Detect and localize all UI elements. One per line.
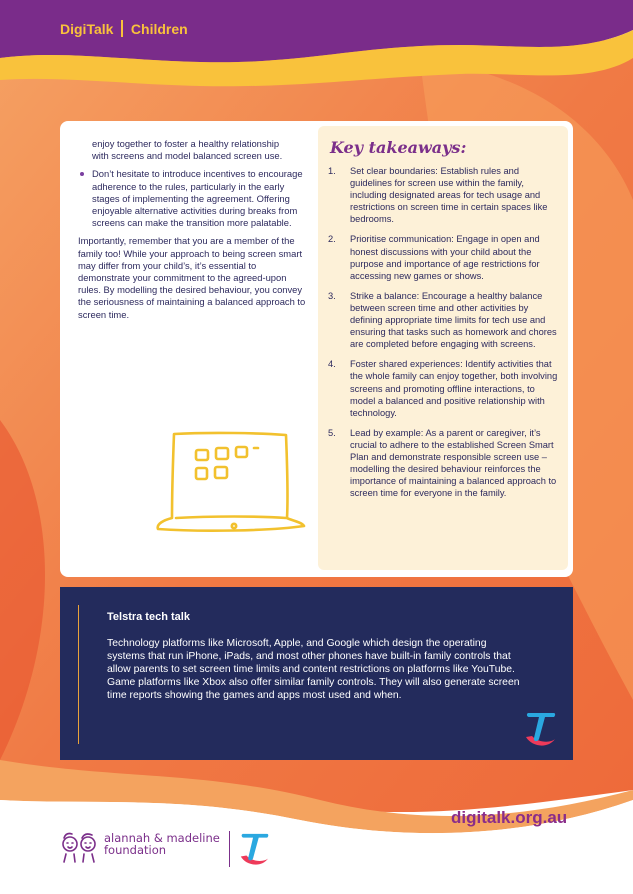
left-column — [78, 138, 306, 321]
takeaway-item — [328, 358, 558, 418]
amf-line-1: alannah & madeline — [104, 831, 220, 845]
takeaway-number: 1. — [328, 166, 336, 176]
telstra-tech-talk-box — [60, 587, 573, 760]
tablet-doodle-icon — [150, 430, 310, 535]
takeaway-number: 4. — [328, 359, 336, 370]
bullet-item: Don’t hesitate to introduce incentives to encourage adherence to the rules, particularly in the early stages of implementing the agreement. Offering enjoyable alternative activities during breaks from screens can make the transition more palatable. — [78, 168, 306, 229]
website-url[interactable]: digitalk.org.au — [451, 808, 568, 827]
footer-logo-divider — [229, 831, 230, 867]
takeaways-list — [328, 165, 558, 507]
key-takeaways-panel — [318, 126, 568, 570]
tech-talk-body: Technology platforms like Microsoft, Apple, and Google which design the operating systems that run iPhone, iPads, and most other phones have built-in family controls that allow parents to set screen time limits and content restrictions on platforms like YouTube. Game platforms like Xbox also offer similar family controls. They will also generate screen time reports showing the games and apps most used and when. — [107, 638, 520, 702]
intro-line: enjoy together to foster a healthy relationship — [92, 138, 280, 149]
takeaway-number: 3. — [328, 290, 336, 301]
header-brand — [60, 20, 188, 37]
takeaway-item — [328, 427, 558, 500]
takeaway-text: Strike a balance: Encourage a healthy balance between screen time and other activities by defining appropriate time limits for tech use and ensuring that tasks such as homework and chores are completed before engaging with screens. — [350, 290, 557, 350]
telstra-footer-logo-icon — [237, 829, 271, 867]
takeaway-number: 5. — [328, 427, 336, 438]
telstra-logo-icon — [522, 709, 558, 747]
takeaway-item — [328, 233, 558, 281]
takeaway-item — [328, 165, 558, 225]
amf-logo-text — [104, 832, 220, 856]
accent-divider — [78, 605, 79, 744]
header-divider — [121, 20, 123, 37]
takeaway-text: Foster shared experiences: Identify activities that the whole family can enjoy together, both involving screens and promoting offline interactions, to model a balanced and positive relationship with technology. — [350, 359, 558, 418]
body-paragraph: Importantly, remember that you are a member of the family too! While your approach to being screen smart may differ from your child’s, it’s essential to demonstrate your commitment to the agreed-upon rules. By modelling the desired behaviour, you convey the seriousness of maintaining a balanced approach to screen time. — [78, 235, 306, 320]
takeaway-text: Lead by example: As a parent or caregiver, it’s crucial to adhere to the established Screen Smart Plan and demonstrate responsible screen use – modelling the desired behaviour reinforces the importance of maintaining a balanced approach to screen time for everyone in the family. — [350, 427, 557, 499]
amf-line-2: foundation — [104, 843, 167, 857]
header-brand-name: DigiTalk — [60, 20, 114, 37]
header-section: Children — [130, 20, 188, 37]
tech-talk-title: Telstra tech talk — [107, 611, 190, 623]
takeaway-text: Set clear boundaries: Establish rules and guidelines for screen use within the family, including designated areas for tech usage and restrictions on screen time in certain spaces like bedrooms. — [350, 166, 548, 225]
takeaway-text: Prioritise communication: Engage in open and honest discussions with your child about the purpose and importance of age restrictions for accessing new games or shows. — [350, 234, 540, 281]
takeaway-number: 2. — [328, 234, 336, 245]
intro-line: with screens and model balanced screen use. — [92, 150, 283, 162]
takeaway-item — [328, 290, 558, 350]
takeaways-title: Key takeaways: — [330, 138, 467, 157]
